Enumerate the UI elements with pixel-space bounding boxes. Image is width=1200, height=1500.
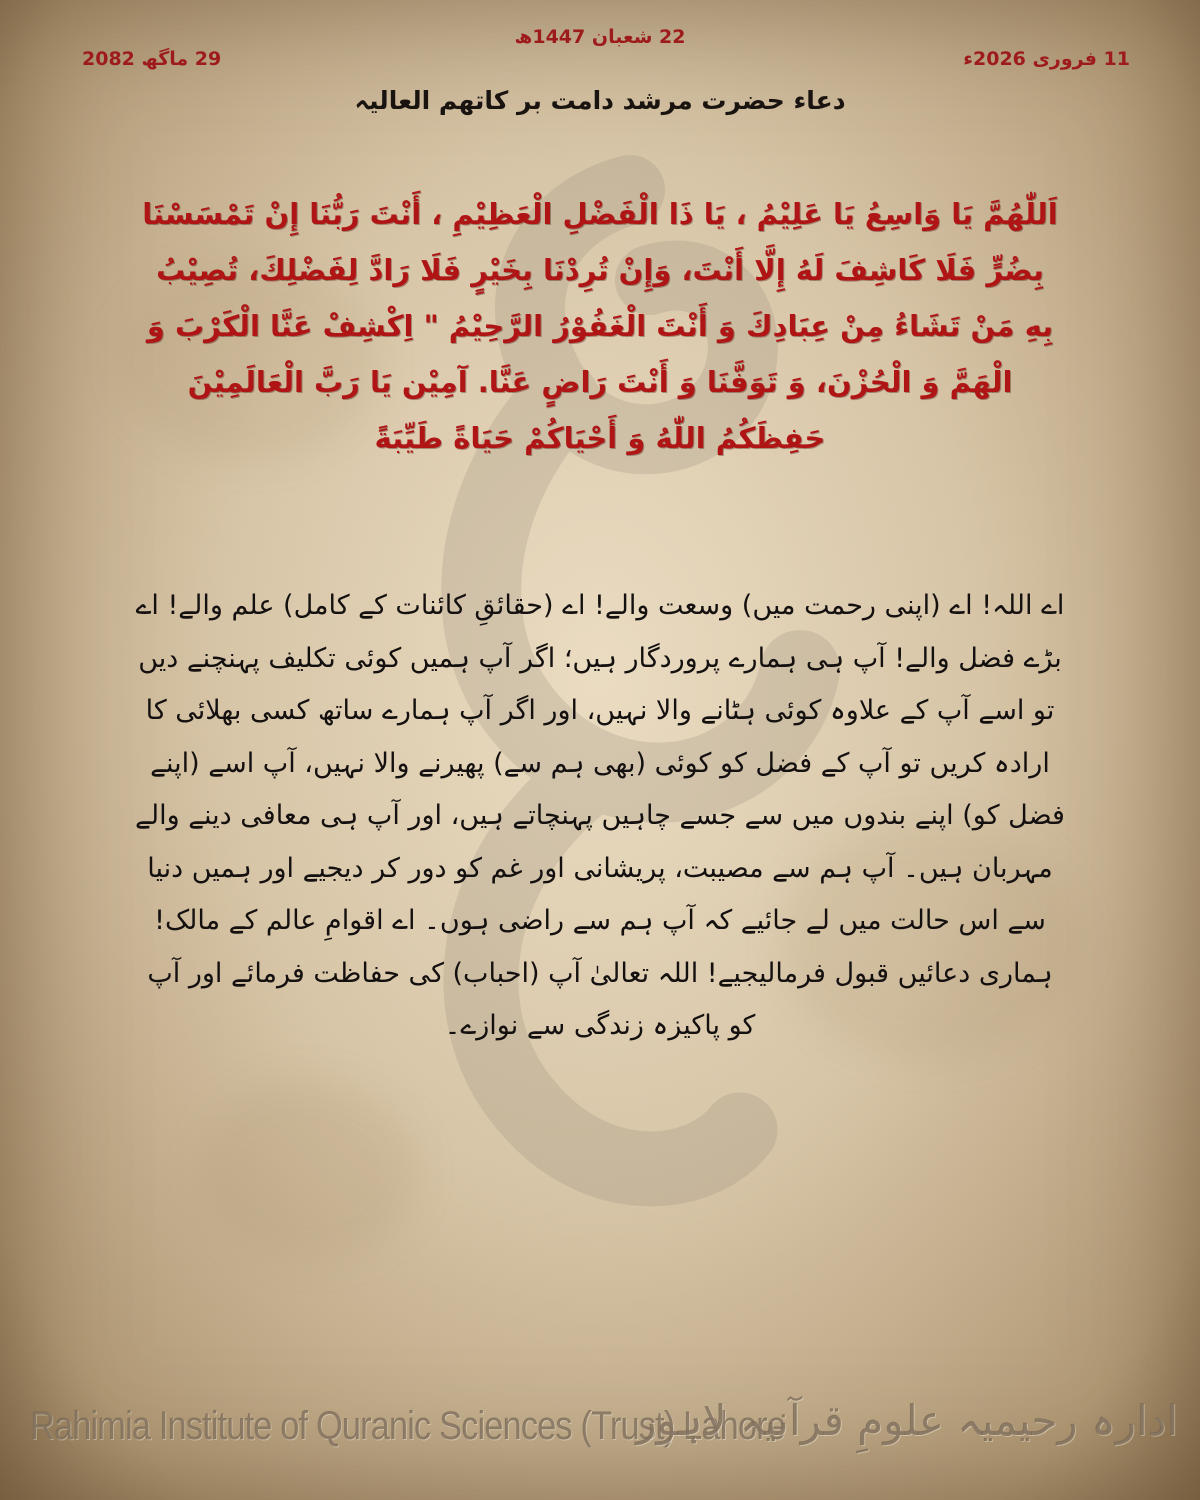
gregorian-date: 11 فروری 2026ء bbox=[963, 48, 1130, 70]
institute-name-urdu: ادارہ رحیمیہ علومِ قرآنیہ لاہور bbox=[636, 1396, 1178, 1445]
hijri-date: 22 شعبان 1447ھ bbox=[514, 26, 686, 48]
bikrami-date: 29 ماگھ 2082 bbox=[82, 48, 222, 70]
urdu-translation-text: اے اللہ! اے (اپنی رحمت میں) وسعت والے! اے (حقائقِ کائنات کے کامل) علم والے! اے بڑے فضل والے! آپ ہی ہمارے پروردگار ہیں؛ اگر آپ ہمیں کوئی تکلیف پہنچنے دیں تو اسے آپ کے علاوہ کوئی ہٹانے والا نہیں، اور اگر آپ ہمارے ساتھ کسی بھلائی کا ارادہ کریں تو آپ کے فضل کو کوئی (بھی ہم سے) پھیرنے والا نہیں، آپ اسے (اپنے فضل کو) اپنے بندوں میں سے جسے چاہیں پہنچاتے ہیں، اور آپ ہی معافی دینے والے مہربان ہیں۔ آپ ہم سے مصیبت، پریشانی اور غم کو دور کر دیجیے اور ہمیں دنیا سے اس حالت میں لے جائیے کہ آپ ہم سے راضی ہوں۔ اے اقوامِ عالم کے مالک! ہماری دعائیں قبول فرمالیجیے! اللہ تعالیٰ آپ (احباب) کی حفاظت فرمائے اور آپ کو پاکیزہ زندگی سے نوازے۔ bbox=[135, 590, 1065, 1041]
arabic-dua-text: اَللّٰهُمَّ يَا وَاسِعُ يَا عَلِيْمُ ، يَا ذَا الْفَضْلِ الْعَظِيْمِ ، أَنْتَ رَبُّنَا إِنْ تَمْسَسْنَا بِضُرٍّ فَلَا كَاشِفَ لَهُ إِلَّا أَنْتَ، وَإِنْ تُرِدْنَا بِخَيْرٍ فَلَا رَادَّ لِفَضْلِكَ، تُصِيْبُ بِهِ مَنْ تَشَاءُ مِنْ عِبَادِكَ وَ أَنْتَ الْغَفُوْرُ الرَّحِيْمُ " اِكْشِفْ عَنَّا الْكَرْبَ وَ الْهَمَّ وَ الْحُزْنَ، وَ تَوَفَّنَا وَ أَنْتَ رَاضٍ عَنَّا. آمِيْن يَا رَبَّ الْعَالَمِيْنَ حَفِظَكُمُ اللّٰهُ وَ أَحْيَاكُمْ حَيَاةً طَيِّبَةً bbox=[142, 197, 1058, 455]
page-title: دعاء حضرت مرشد دامت بر کاتھم العالیہ bbox=[354, 86, 846, 115]
institute-name-english: Rahimia Institute of Quranic Sciences (Trust) Lahore bbox=[30, 1404, 786, 1448]
